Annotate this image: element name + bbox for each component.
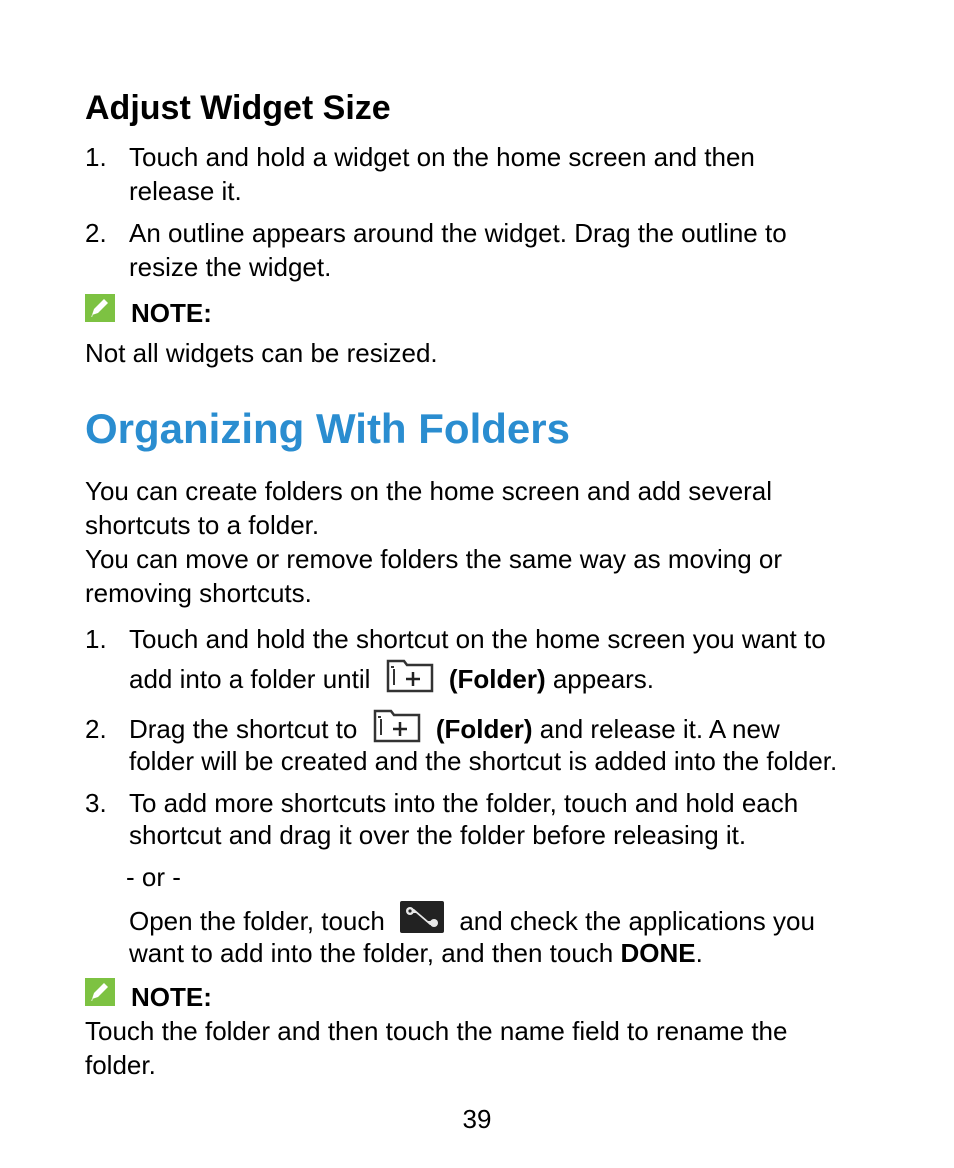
step-text: An outline appears around the widget. Drag the outline to (129, 218, 787, 248)
note-text: Touch the folder and then touch the name field to rename the (85, 1016, 788, 1046)
step-text-bold: (Folder) (435, 714, 533, 744)
section-heading-organizing-with-folders: Organizing With Folders (85, 405, 570, 452)
step-text-line (129, 904, 815, 939)
step-text-bold: (Folder) (448, 664, 546, 694)
wrench-icon (400, 901, 444, 933)
step-number: 1. (85, 624, 107, 654)
step-text-line (129, 662, 654, 699)
step-number: 3. (85, 788, 107, 818)
pencil-icon (85, 978, 115, 1006)
step-text-line (129, 936, 703, 970)
step-text: Touch and hold the shortcut on the home screen you want to (129, 624, 826, 654)
step-text: want to add into the folder, and then touch (129, 938, 621, 968)
step-number: 2. (85, 218, 107, 248)
step-number: 2. (85, 714, 107, 744)
step-text: folder will be created and the shortcut is added into the folder. (129, 746, 838, 776)
note-text: Not all widgets can be resized. (85, 338, 438, 368)
step-text: release it. (129, 176, 242, 206)
step-text: shortcut and drag it over the folder before releasing it. (129, 820, 747, 850)
intro-text: You can create folders on the home screen and add several (85, 476, 773, 506)
step-text: resize the widget. (129, 252, 332, 282)
step-text: appears. (545, 664, 655, 694)
step-text: To add more shortcuts into the folder, touch and hold each (129, 788, 799, 818)
step-text: . (695, 938, 703, 968)
section-heading-adjust-widget-size: Adjust Widget Size (85, 89, 391, 127)
intro-text: shortcuts to a folder. (85, 510, 320, 540)
folder-add-icon (386, 657, 434, 693)
pencil-icon (85, 294, 115, 322)
step-text-bold: DONE (620, 938, 696, 968)
step-text: add into a folder until (129, 664, 371, 694)
note-label: NOTE: (131, 298, 212, 328)
intro-text: You can move or remove folders the same way as moving or (85, 544, 783, 574)
step-text: Touch and hold a widget on the home screen and then (129, 142, 755, 172)
step-text: and check the applications you (459, 906, 815, 936)
step-text: Open the folder, touch (129, 906, 385, 936)
page-number: 39 (462, 1104, 492, 1134)
step-text: Drag the shortcut to (129, 714, 358, 744)
intro-text: removing shortcuts. (85, 578, 312, 608)
or-separator: - or - (126, 862, 181, 892)
folder-add-icon (373, 707, 421, 743)
note-text: folder. (85, 1050, 156, 1080)
step-text: and release it. A new (532, 714, 780, 744)
note-label: NOTE: (131, 982, 212, 1012)
step-number: 1. (85, 142, 107, 172)
